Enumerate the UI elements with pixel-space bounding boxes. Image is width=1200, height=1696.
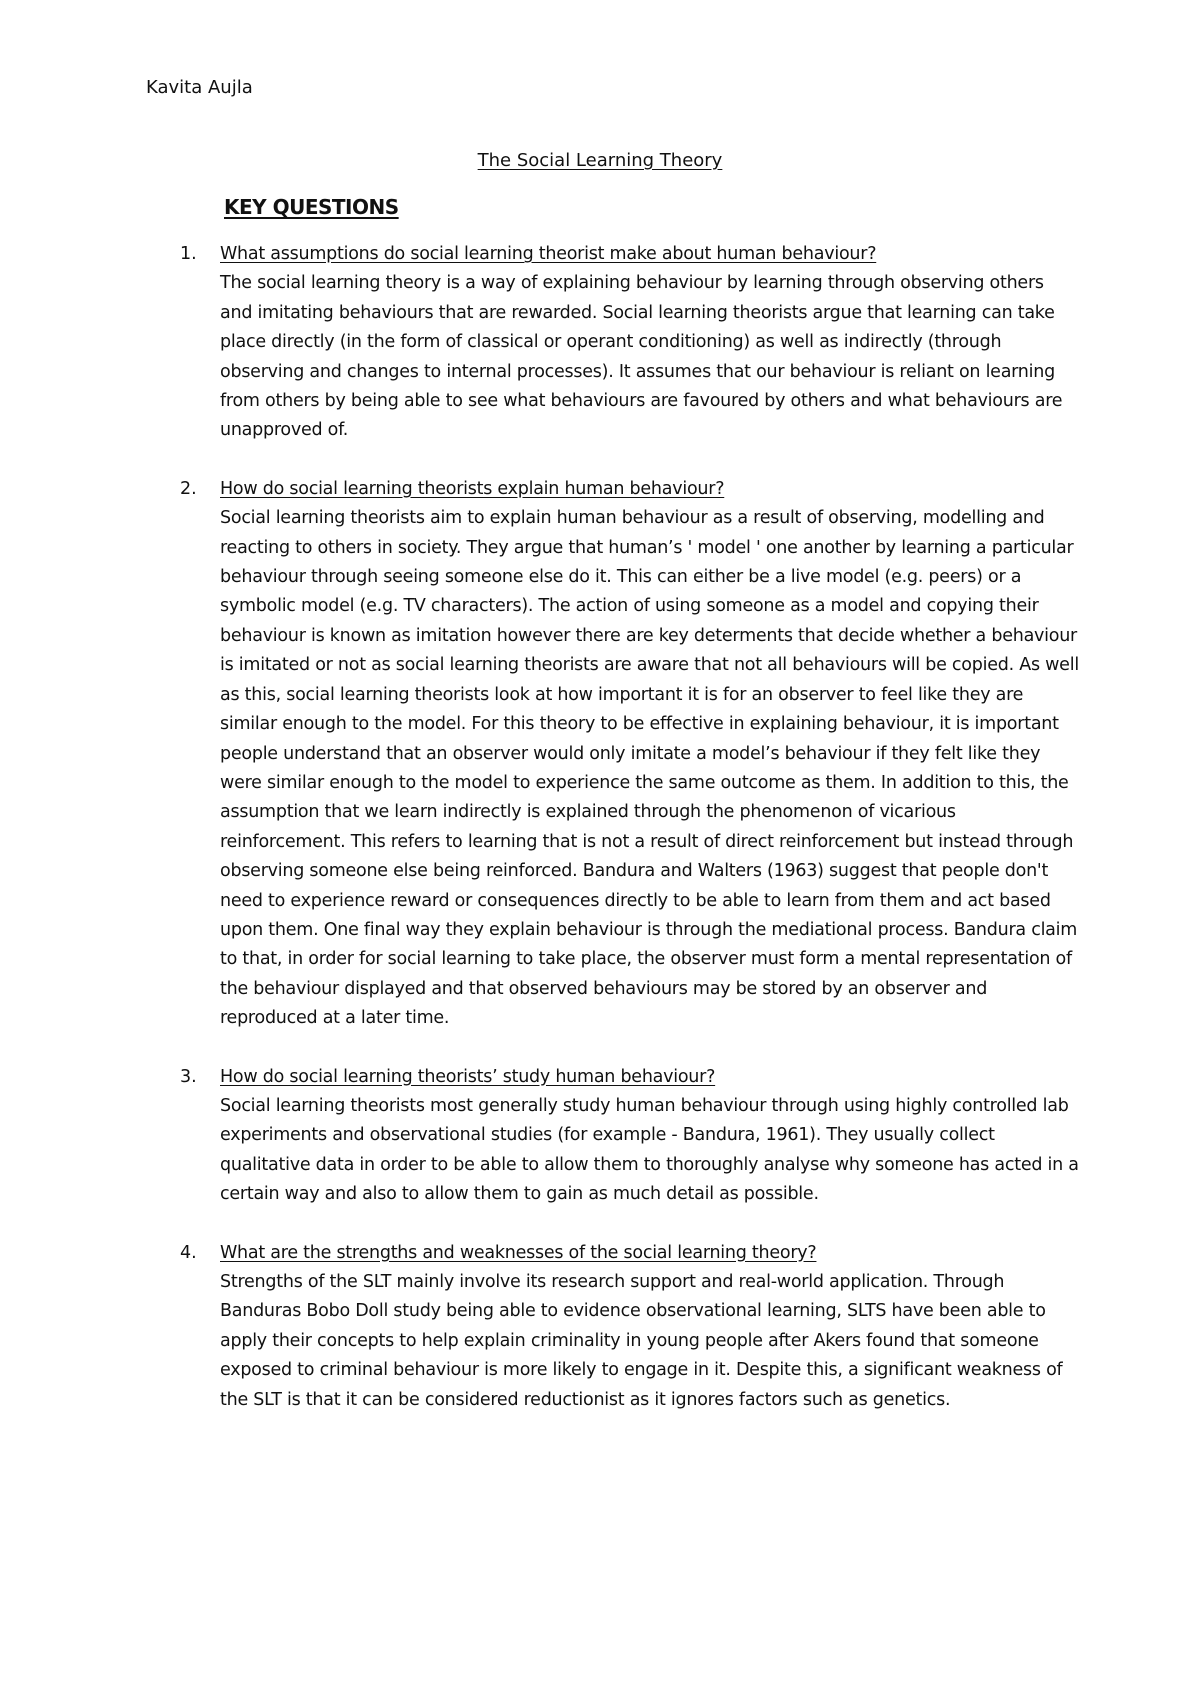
author-name: Kavita Aujla xyxy=(146,77,253,98)
section-heading: KEY QUESTIONS xyxy=(224,195,399,219)
question-item xyxy=(180,475,1080,1034)
question-item xyxy=(180,240,1080,446)
question-answer: Social learning theorists aim to explain human behaviour as a result of observing, modelling and reacting to others in society. They argue that human’s ' model ' one another by learning a particular behaviour through seeing someone else do it. This can either be a live model (e.g. peers) or a symbolic model (e.g. TV characters). The action of using someone as a model and copying their behaviour is known as imitation however there are key determents that decide whether a behaviour is imitated or not as social learning theorists are aware that not all behaviours will be copied. As well as this, social learning theorists look at how important it is for an observer to feel like they are similar enough to the model. For this theory to be effective in explaining behaviour, it is important people understand that an observer would only imitate a model’s behaviour if they felt like they were similar enough to the model to experience the same outcome as them. In addition to this, the assumption that we learn indirectly is explained through the phenomenon of vicarious reinforcement. This refers to learning that is not a result of direct reinforcement but instead through observing someone else being reinforced. Bandura and Walters (1963) suggest that people don't need to experience reward or consequences directly to be able to learn from them and act based upon them. One final way they explain behaviour is through the mediational process. Bandura claim to that, in order for social learning to take place, the observer must form a mental representation of the behaviour displayed and that observed behaviours may be stored by an observer and reproduced at a later time. xyxy=(220,508,1079,1029)
question-heading: How do social learning theorists explain human behaviour? xyxy=(220,478,725,499)
question-number: 4. xyxy=(180,1242,197,1263)
question-number: 3. xyxy=(180,1066,197,1087)
question-answer: The social learning theory is a way of explaining behaviour by learning through observing others and imitating behaviours that are rewarded. Social learning theorists argue that learning can take place directly (in the form of classical or operant conditioning) as well as indirectly (through observing and changes to internal processes). It assumes that our behaviour is reliant on learning from others by being able to see what behaviours are favoured by others and what behaviours are unapproved of. xyxy=(220,273,1063,441)
question-item xyxy=(180,1063,1080,1210)
question-answer: Social learning theorists most generally study human behaviour through using highly controlled lab experiments and observational studies (for example - Bandura, 1961). They usually collect qualitative data in order to be able to allow them to thoroughly analyse why someone has acted in a certain way and also to allow them to gain as much detail as possible. xyxy=(220,1095,1079,1205)
question-item xyxy=(180,1239,1080,1415)
question-number: 1. xyxy=(180,244,197,264)
question-number: 2. xyxy=(180,478,197,499)
question-list xyxy=(180,240,1080,1444)
question-heading: What are the strengths and weaknesses of the social learning theory? xyxy=(220,1242,817,1263)
question-heading: What assumptions do social learning theorist make about human behaviour? xyxy=(220,244,877,264)
question-answer: Strengths of the SLT mainly involve its research support and real-world application. Through Banduras Bobo Doll study being able to evidence observational learning, SLTS have been able to apply their concepts to help explain criminality in young people after Akers found that someone exposed to criminal behaviour is more likely to engage in it. Despite this, a significant weakness of the SLT is that it can be considered reductionist as it ignores factors such as genetics. xyxy=(220,1272,1063,1410)
document-title: The Social Learning Theory xyxy=(477,150,723,171)
question-heading: How do social learning theorists’ study human behaviour? xyxy=(220,1066,716,1087)
